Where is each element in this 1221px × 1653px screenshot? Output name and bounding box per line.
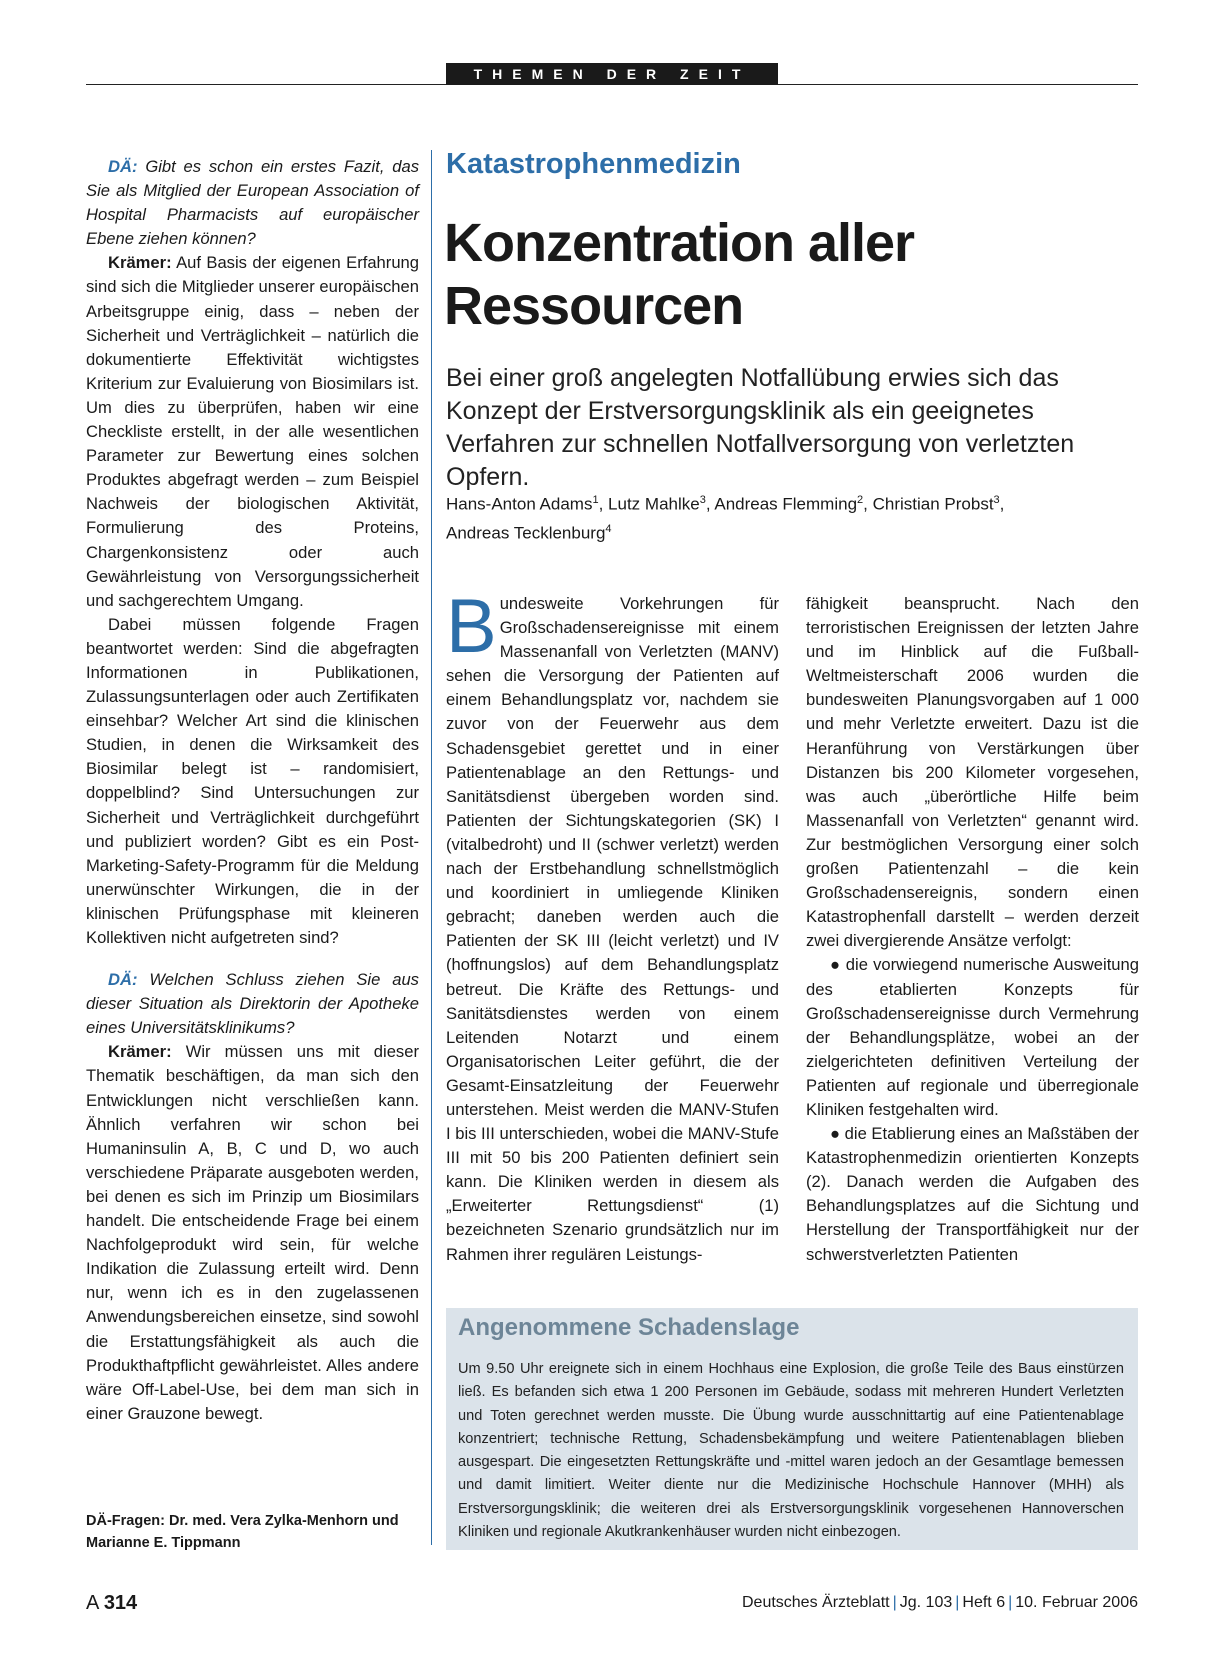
info-box-body: Um 9.50 Uhr ereignete sich in einem Hochhaus eine Explosion, die große Teile des Baus einstürzen ließ. Es befanden sich etwa 1 200 Personen im Gebäude, sodass mit mehreren Hundert Verletzten und Toten gerechnet werden musste. Die Übung wurde ausschnittartig auf eine Patientenablage konzentriert; technische Rettung, Schadensbekämpfung und weitere Patientenablagen blieben ausgespart. Die eingesetzten Rettungskräfte und -mittel waren jedoch an der Gesamtlage bemessen und damit limitiert. Weiter diente nur die Medizinische Hochschule Hannover (MHH) als Erstversorgungsklinik; die weiteren drei als Erstversorgungsklinik vorgesehenen Hannoverschen Kliniken und regionale Akutkrankenhäuser wurden nicht einbezogen. xyxy=(458,1361,1124,1541)
question-2 xyxy=(86,968,419,1040)
author-affiliation: 2 xyxy=(857,494,864,506)
article-body-column-1 xyxy=(446,584,779,1267)
credits-line: DÄ-Fragen: Dr. med. Vera Zylka-Menhorn und xyxy=(86,1513,399,1529)
article-kicker: Katastrophenmedizin xyxy=(446,148,741,180)
page-prefix: A xyxy=(86,1592,99,1614)
author-affiliation: 3 xyxy=(993,494,1000,506)
bullet-text: die vorwiegend numerische Ausweitung des etablierten Konzepts für Großschadensereignisse durch Vermehrung der Behandlungsplätze, wobei an der zielgerichteten definitiven Verteilung der Patienten auf regionale und überregionale Kliniken festgehalten wird. xyxy=(806,955,1139,1119)
journal-info xyxy=(742,1594,1138,1612)
bullet-text: die Etablierung eines an Maßstäben der Katastrophenmedizin orientierten Konzepts (2). Danach werden die Aufgaben des Behandlungsplatzes auf die Sichtung und Herstellung der Transportfähigkeit nur der schwerstverletzten Patienten xyxy=(806,1124,1139,1264)
author-affiliation: 4 xyxy=(605,522,612,535)
article-body-column-2 xyxy=(806,592,1139,1267)
article-deck: Bei einer groß angelegten Notfallübung erwies sich das Konzept der Erstversorgungsklinik als ein geeignetes Verfahren zur schnellen Notfallversorgung von verletzten Opfern. xyxy=(446,364,1075,491)
journal-issue: Heft 6 xyxy=(962,1594,1006,1611)
section-label: THEMEN DER ZEIT xyxy=(446,63,778,85)
body-paragraph xyxy=(446,584,779,1267)
credits-line: Marianne E. Tippmann xyxy=(86,1535,241,1551)
bullet-item xyxy=(806,953,1139,1122)
article-title xyxy=(444,212,1144,338)
body-text: undesweite Vorkehrungen für Großschadensereignisse mit einem Massenanfall von Verletzten (MANV) sehen die Versorgung der Patienten auf einem Behandlungsplatz vor, nachdem sie zuvor von der Feuerwehr aus dem Schadensgebiet gerettet und in einer Patientenablage an den Rettungs- und Sanitätsdienst übergeben worden sind. Patienten der Sichtungskategorien (SK) I (vitalbedroht) und II (schwer verletzt) werden nach der Erstbehandlung schnellstmöglich und koordiniert in umliegende Kliniken gebracht; daneben werden auch die Patienten der SK III (leicht verletzt) und IV (hoffnungslos) auf dem Behandlungsplatz betreut. Die Kräfte des Rettungs- und Sanitätsdienstes werden von einem Leitenden Notarzt und einem Organisatorischen Leiter geführt, die der Gesamt-Einsatzleitung der Feuerwehr unterstehen. Meist werden die MANV-Stufen I bis III unterschieden, wobei die MANV-Stufe III mit 50 bis 200 Patienten definiert sein kann. Die Kliniken werden in diesem als „Erweiterter Rettungsdienst“ (1) bezeichneten Szenario grundsätzlich nur im Rahmen ihrer regulären Leistungs- xyxy=(446,594,779,1264)
author-affiliation: 3 xyxy=(699,494,706,506)
journal-name: Deutsches Ärzteblatt xyxy=(741,1594,890,1611)
author-name: Andreas Tecklenburg xyxy=(446,523,606,543)
question-text: Gibt es schon ein erstes Fazit, das Sie als Mitglied der European Association of Hospital Pharmacists auf europäischer Ebene ziehen können? xyxy=(86,157,419,249)
answer-text: Wir müssen uns mit dieser Thematik beschäftigen, da man sich den Entwicklungen nicht verschließen kann. Ähnlich verfahren wir schon bei Humaninsulin A, B, C und D, wo auch verschiedene Präparate ausgeboten werden, bei denen es sich im Prinzip um Biosimilars handelt. Die entscheidende Frage bei einem Nachfolgeprodukt wird sein, für welche Indikation die Zulassung erteilt wird. Denn nur, wenn ich es in den zugelassenen Anwendungsbereichen einsetze, sind sowohl die Erstattungsfähigkeit als auch die Produkthaftpflicht gewährleistet. Alles andere wäre Off-Label-Use, bei dem man sich in einer Grauzone bewegt. xyxy=(86,1042,419,1423)
interview-credits xyxy=(86,1510,426,1554)
question-1 xyxy=(86,155,419,251)
column-divider xyxy=(431,150,432,1545)
author-name: Lutz Mahlke xyxy=(608,494,700,514)
title-line: Konzentration aller xyxy=(444,213,915,273)
author-affiliation: 1 xyxy=(592,494,599,506)
title-line: Ressourcen xyxy=(444,276,744,336)
separator: | xyxy=(1008,1594,1013,1611)
answer-1 xyxy=(86,251,419,612)
body-paragraph: fähigkeit beansprucht. Nach den terroristischen Ereignissen der letzten Jahre und im Hinblick auf die Fußball-Weltmeisterschaft 2006 wurden die bundesweiten Planungsvorgaben auf 1 000 und mehr Verletzte erweitert. Dazu ist die Heranführung von Verstärkungen über Distanzen bis 200 Kilometer vorgesehen, was auch „überörtliche Hilfe beim Massenanfall von Verletzten“ genannt wird. Zur bestmöglichen Versorgung einer solch großen Patientenzahl – die kein Großschadensereignis, sondern einen Katastrophenfall darstellt – werden derzeit zwei divergierende Ansätze verfolgt: xyxy=(806,594,1139,951)
bullet-icon: ● xyxy=(830,955,841,975)
bullet-item xyxy=(806,1122,1139,1267)
bullet-icon: ● xyxy=(830,1124,841,1144)
question-text: Welchen Schluss ziehen Sie aus dieser Situation als Direktorin der Apotheke eines Universitätsklinikums? xyxy=(86,970,419,1038)
journal-date: 10. Februar 2006 xyxy=(1015,1594,1138,1611)
separator: | xyxy=(955,1594,960,1611)
author-name: Christian Probst xyxy=(872,494,994,514)
page-number-value: 314 xyxy=(103,1592,138,1614)
drop-cap: B xyxy=(446,584,497,669)
separator: | xyxy=(892,1594,897,1611)
info-box-title: Angenommene Schadenslage xyxy=(458,1314,800,1341)
info-box xyxy=(446,1308,1138,1550)
journal-volume: Jg. 103 xyxy=(899,1594,953,1611)
answer-2 xyxy=(86,1040,419,1426)
author-name: Andreas Flemming xyxy=(714,494,858,514)
answer-label: Krämer: xyxy=(108,1042,172,1062)
article-authors: Hans-Anton Adams$^1$, Lutz Mahlke$^3$, Andreas Flemming$^2$, Christian Probst$^3$, Andreas Tecklenburg$^4$ xyxy=(446,494,1005,543)
question-label: DÄ: xyxy=(108,157,138,176)
author-name: Hans-Anton Adams xyxy=(446,494,593,514)
answer-text: Auf Basis der eigenen Erfahrung sind sich die Mitglieder unserer europäischen Arbeitsgruppe einig, dass – neben der Sicherheit und Verträglichkeit – natürlich die dokumentierte Effektivität wichtigstes Kriterium zur Evaluierung von Biosimilars ist. Um dies zu überprüfen, haben wir eine Checkliste erstellt, in der alle wesentlichen Parameter zur Bewertung eines solchen Produktes abgefragt werden – zum Beispiel Nachweis der biologischen Aktivität, Formulierung des Proteins, Chargenkonsistenz oder auch Gewährleistung von Versorgungssicherheit und sachgerechtem Umgang. xyxy=(86,253,419,610)
answer-1-paragraph-2: Dabei müssen folgende Fragen beantwortet werden: Sind die abgefragten Informationen in Publikationen, Zulassungsunterlagen oder auch Zertifikaten einsehbar? Welcher Art sind die klinischen Studien, in denen die Wirksamkeit des Biosimilar belegt ist – randomisiert, doppelblind? Sind Untersuchungen zur Sicherheit und Verträglichkeit durchgeführt und publiziert worden? Gibt es ein Post-Marketing-Safety-Programm für die Meldung unerwünschter Wirkungen, die in der klinischen Prüfungsphase mit kleineren Kollektiven nicht aufgetreten sind? xyxy=(86,614,419,947)
answer-label: Krämer: xyxy=(108,253,172,273)
page-number xyxy=(86,1592,137,1615)
interview-column xyxy=(86,155,419,1426)
question-label: DÄ: xyxy=(108,970,138,990)
